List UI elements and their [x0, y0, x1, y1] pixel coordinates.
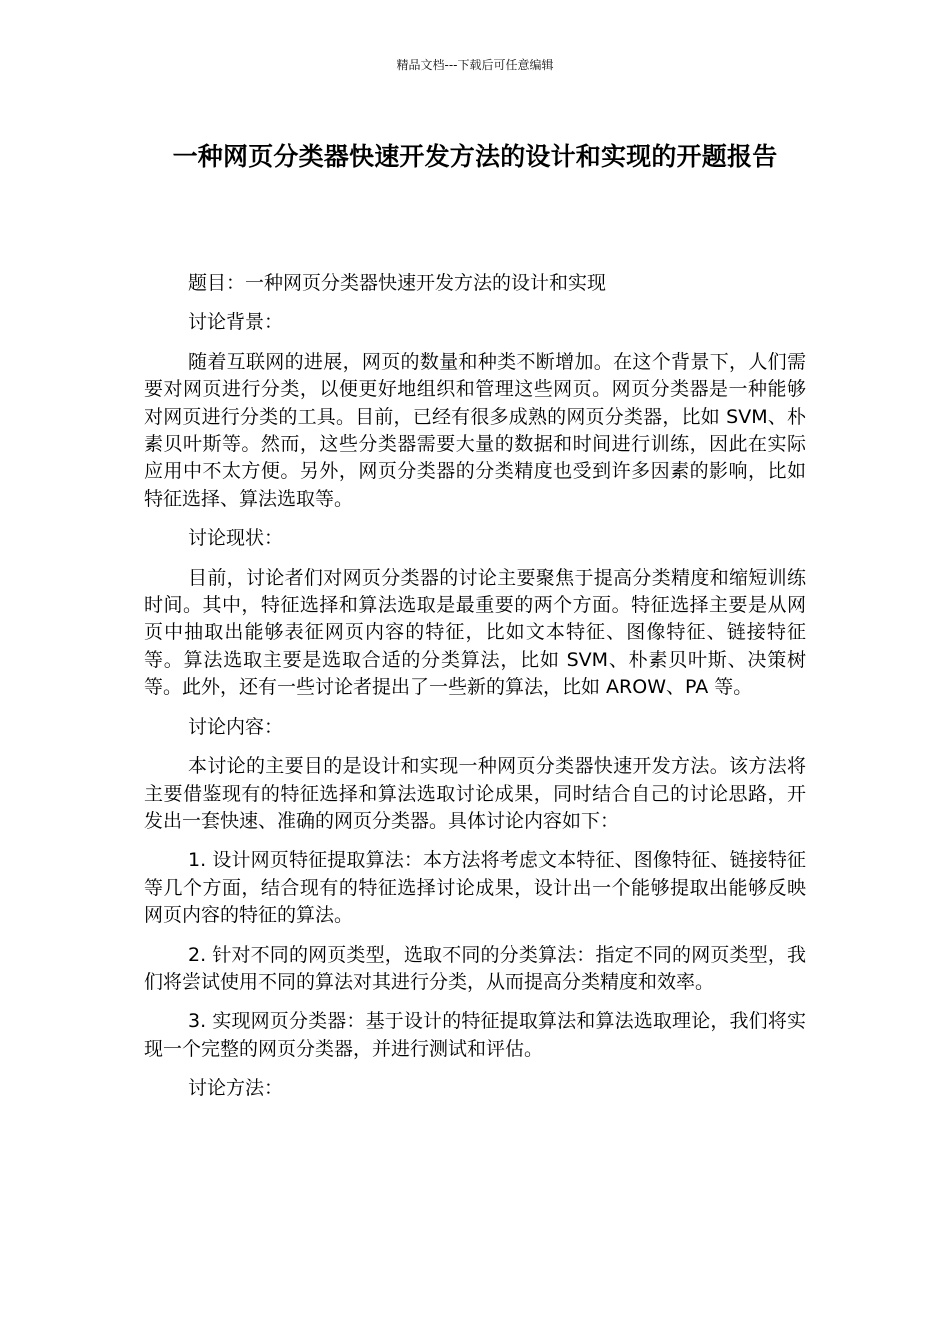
- section-heading-background: 讨论背景：: [188, 311, 284, 334]
- content-paragraph: 本讨论的主要目的是设计和实现一种网页分类器快速开发方法。该方法将主要借鉴现有的特征选择和算法选取讨论成果，同时结合自己的讨论思路，开发出一套快速、准确的网页分类器。具体讨论内容如下：: [144, 755, 806, 832]
- document-body: [144, 270, 806, 1115]
- list-item-2: 2. 针对不同的网页类型，选取不同的分类算法：指定不同的网页类型，我们将尝试使用不同的算法对其进行分类，从而提高分类精度和效率。: [144, 943, 806, 993]
- topic-line: 题目：一种网页分类器快速开发方法的设计和实现: [188, 272, 607, 294]
- section-heading-method: 讨论方法：: [188, 1077, 284, 1100]
- section-heading-status: 讨论现状：: [188, 527, 284, 550]
- list-item-3: 3. 实现网页分类器：基于设计的特征提取算法和算法选取理论，我们将实现一个完整的网页分类器，并进行测试和评估。: [144, 1010, 806, 1060]
- section-heading-content: 讨论内容：: [188, 715, 284, 738]
- header-note: 精品文档---下载后可任意编辑: [396, 58, 554, 72]
- list-item-1: 1. 设计网页特征提取算法：本方法将考虑文本特征、图像特征、链接特征等几个方面，结合现有的特征选择讨论成果，设计出一个能够提取出能够反映网页内容的特征的算法。: [144, 849, 806, 927]
- document-title: 一种网页分类器快速开发方法的设计和实现的开题报告: [172, 142, 778, 171]
- background-paragraph: 随着互联网的进展，网页的数量和种类不断增加。在这个背景下，人们需要对网页进行分类，以便更好地组织和管理这些网页。网页分类器是一种能够对网页进行分类的工具。目前，已经有很多成熟的网页分类器，比如 SVM、朴素贝叶斯等。然而，这些分类器需要大量的数据和时间进行训练，因此在实际应用中不太方便。另外，网页分类器的分类精度也受到许多因素的影响，比如特征选择、算法选取等。: [144, 350, 806, 510]
- status-paragraph: 目前，讨论者们对网页分类器的讨论主要聚焦于提高分类精度和缩短训练时间。其中，特征选择和算法选取是最重要的两个方面。特征选择主要是从网页中抽取出能够表征网页内容的特征，比如文本特征、图像特征、链接特征等。算法选取主要是选取合适的分类算法，比如 SVM、朴素贝叶斯、决策树等。此外，还有一些讨论者提出了一些新的算法，比如 AROW、PA 等。: [144, 566, 806, 699]
